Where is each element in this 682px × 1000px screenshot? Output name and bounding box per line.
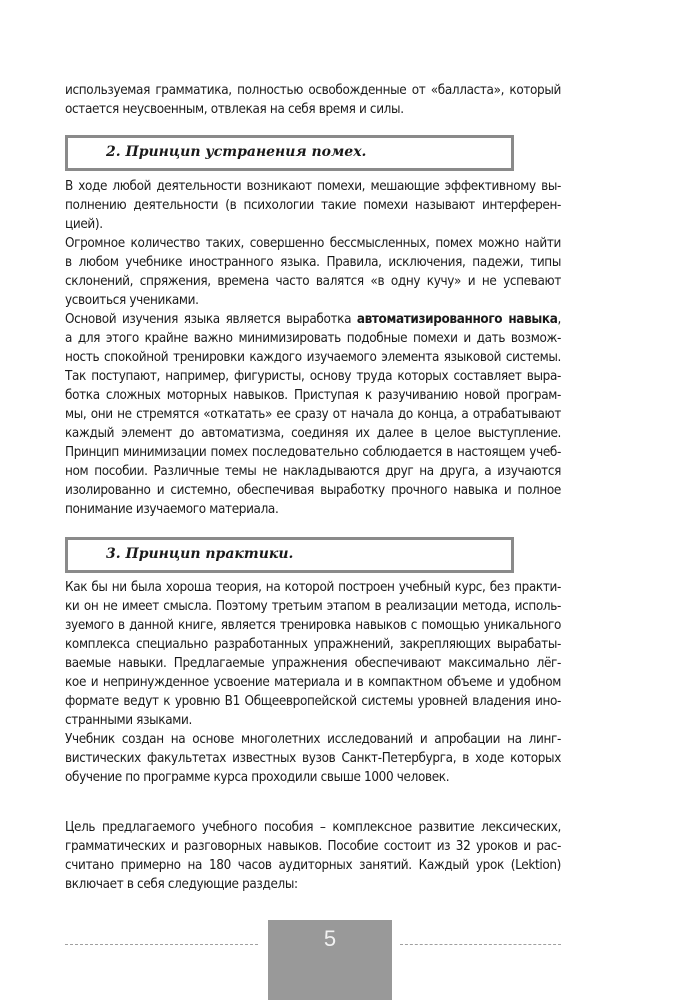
text-line: ность спокойной тренировки каждого изучаемого элемента языковой системы. <box>65 350 561 365</box>
text-line: включает в себя следующие разделы: <box>65 877 298 892</box>
heading-box-principle-3 <box>65 537 514 573</box>
paragraph-goal <box>65 818 561 894</box>
text-line: вистических факультетах известных вузов Санкт-Петербурга, в ходе которых <box>65 751 561 766</box>
text-line: грамматических и разговорных навыков. Пособие состоит из 32 уроков и рас- <box>65 839 561 854</box>
text-line: кое и непринужденное усвоение материала и в компактном объеме и удобном <box>65 675 561 690</box>
text-line: остается неусвоенным, отвлекая на себя время и силы. <box>65 102 404 117</box>
paragraph-intro <box>65 81 561 119</box>
text-line: изолированно и системно, обеспечивая выработку прочного навыка и полное <box>65 483 561 498</box>
text-line: Так поступают, например, фигуристы, основу труда которых составляет выра- <box>65 369 561 384</box>
text-line: в любом учебнике иностранного языка. Правила, исключения, падежи, типы <box>65 255 561 270</box>
bold-term: автоматизированного навыка <box>356 312 558 327</box>
text-line: а для этого крайне важно минимизировать подобные помехи и дать возмож- <box>65 331 561 346</box>
text-segment: Основой изучения языка является выработка <box>65 312 357 327</box>
text-line: ваемые навыки. Предлагаемые упражнения обеспечивают максимально лёг- <box>65 656 561 671</box>
text-line: формате ведут к уровню B1 Общеевропейской системы уровней владения ино- <box>65 694 561 709</box>
text-line: склонений, спряжения, времена часто валятся «в одну кучу» и не успевают <box>65 274 561 289</box>
page-number: 5 <box>323 926 337 951</box>
text-line: В ходе любой деятельности возникают помехи, мешающие эффективному вы- <box>65 179 561 194</box>
text-line: зуемого в данной книге, является тренировка навыков с помощью уникального <box>65 618 561 633</box>
footer-divider-left <box>65 944 258 945</box>
text-line: усвоиться учениками. <box>65 293 199 308</box>
text-line: обучение по программе курса проходили свыше 1000 человек. <box>65 770 450 785</box>
text-line: Цель предлагаемого учебного пособия – комплексное развитие лексических, <box>65 820 561 835</box>
text-segment: , <box>557 312 561 327</box>
text-line: цией). <box>65 217 103 232</box>
text-line: Учебник создан на основе многолетних исследований и апробации на линг- <box>65 732 561 747</box>
text-line: мы, они не стремятся «откатать» ее сразу от начала до конца, а отрабатывают <box>65 407 561 422</box>
text-line: Как бы ни была хороша теория, на которой построен учебный курс, без практи- <box>65 580 561 595</box>
heading-box-principle-2 <box>65 135 514 171</box>
footer-divider-right <box>400 944 561 945</box>
text-line: ботка сложных моторных навыков. Приступая к разучиванию новой програм- <box>65 388 561 403</box>
paragraph-principle-3 <box>65 578 561 787</box>
text-line <box>65 310 561 329</box>
text-line: ки он не имеет смысла. Поэтому третьим этапом в реализации метода, исполь- <box>65 599 561 614</box>
text-line: считано примерно на 180 часов аудиторных занятий. Каждый урок (Lektion) <box>65 858 561 873</box>
page-number-box <box>268 920 392 1000</box>
text-line: странными языками. <box>65 713 192 728</box>
text-line: понимание изучаемого материала. <box>65 502 279 517</box>
text-line: Принцип минимизации помех последовательно соблюдается в настоящем учеб- <box>65 445 561 460</box>
text-line: ном пособии. Различные темы не накладываются друг на друга, а изучаются <box>65 464 561 479</box>
paragraph-principle-2 <box>65 177 561 519</box>
text-line: полнению деятельности (в психологии такие помехи называют интерферен- <box>65 198 561 213</box>
text-line: используемая грамматика, полностью освобожденные от «балласта», который <box>65 83 561 98</box>
text-line: каждый элемент до автоматизма, соединяя их далее в целое выступление. <box>65 426 561 441</box>
text-line: комплекса специально разработанных упражнений, закрепляющих вырабаты- <box>65 637 561 652</box>
text-line: Огромное количество таких, совершенно бессмысленных, помех можно найти <box>65 236 561 251</box>
heading-principle-2: 2. Принцип устранения помех. <box>106 144 367 160</box>
heading-principle-3: 3. Принцип практики. <box>106 546 294 562</box>
